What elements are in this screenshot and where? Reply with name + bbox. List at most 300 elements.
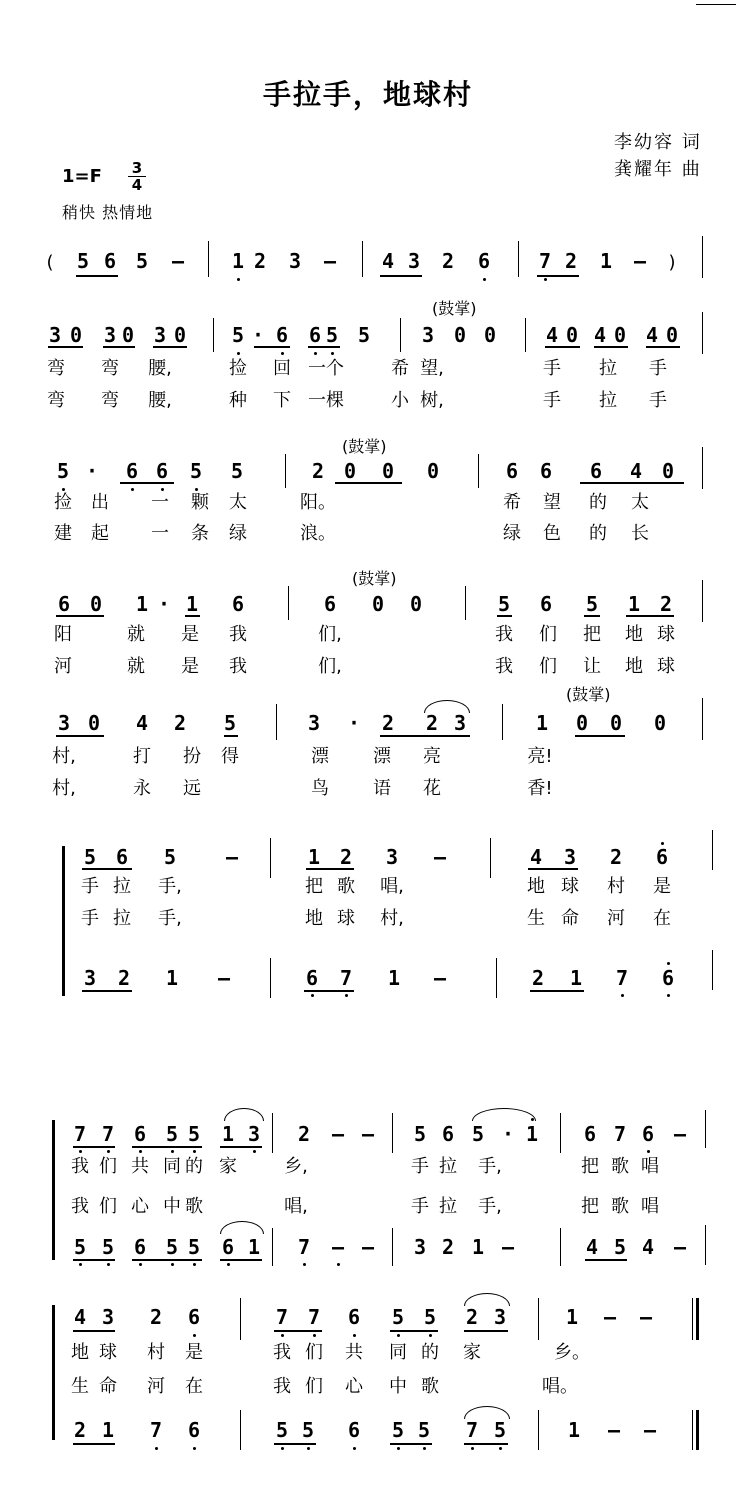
- drum-clap-annotation: (鼓掌): [352, 569, 397, 588]
- barline: [276, 704, 277, 740]
- line2-note: 5: [189, 459, 203, 483]
- low-octave-dot: [79, 1150, 82, 1153]
- system7-verse2-lyric: 心: [345, 1376, 363, 1397]
- barline: [272, 1228, 273, 1266]
- intro-note: 5: [76, 249, 90, 273]
- system5-upper-note: 5: [83, 845, 97, 869]
- low-octave-dot: [483, 278, 486, 281]
- system5-verse2-lyric: 河: [607, 908, 625, 929]
- line3-note: 6: [539, 592, 553, 616]
- underline-beam: [304, 990, 354, 992]
- underline-beam: [132, 1146, 202, 1148]
- system5-upper-note: –: [433, 845, 447, 869]
- system6-verse1-lyric: 同: [163, 1156, 181, 1177]
- underline-beam: [497, 615, 512, 617]
- system6-upper-note: 6: [133, 1122, 147, 1146]
- song-title: 手拉手，地球村: [262, 78, 473, 111]
- line4-verse2-lyric: 永: [133, 778, 151, 799]
- barline: [702, 312, 703, 354]
- line4-note: 4: [135, 711, 149, 735]
- underline-beam: [120, 482, 174, 484]
- underline-beam: [585, 1259, 627, 1261]
- system-bracket: [62, 846, 65, 996]
- system6-lower-note: 1: [471, 1235, 485, 1259]
- system6-verse2-lyric: 歌: [185, 1196, 203, 1217]
- system7-upper-note: –: [603, 1305, 617, 1329]
- line3-verse1-lyric: 们,: [318, 624, 342, 645]
- line1-verse1-lyric: 一个: [308, 358, 344, 379]
- barline: [560, 1113, 561, 1153]
- tie-slur: [472, 1108, 536, 1121]
- barline: [400, 318, 401, 352]
- underline-beam: [82, 868, 132, 870]
- low-octave-dot: [314, 352, 317, 355]
- line2-verse2-lyric: 的: [589, 523, 607, 544]
- lyricist-credit: 李幼容 词: [614, 132, 702, 153]
- low-octave-dot: [227, 1263, 230, 1266]
- drum-clap-annotation: (鼓掌): [566, 685, 611, 704]
- system5-upper-note: 3: [563, 845, 577, 869]
- line2-verse1-lyric: 一: [151, 492, 169, 513]
- intro-note: –: [171, 249, 185, 273]
- system6-upper-note: ·: [501, 1122, 515, 1146]
- system5-lower-note: 1: [569, 966, 583, 990]
- underline-beam: [646, 346, 680, 348]
- line3-verse1-lyric: 们: [539, 624, 557, 645]
- system5-lower-note: 6: [305, 966, 319, 990]
- line1-verse1-lyric: 希: [391, 358, 409, 379]
- system5-upper-note: 6: [655, 845, 669, 869]
- system6-verse1-lyric: 手,: [478, 1156, 502, 1177]
- intro-note: 3: [407, 249, 421, 273]
- system7-upper-note: 5: [423, 1305, 437, 1329]
- low-octave-dot: [193, 1263, 196, 1266]
- line1-note: 0: [613, 323, 627, 347]
- system5-verse2-lyric: 手: [81, 908, 99, 929]
- intro-note: 6: [103, 249, 117, 273]
- system7-verse2-lyric: 河: [147, 1376, 165, 1397]
- line1-note: ·: [251, 323, 265, 347]
- line2-verse1-lyric: 望: [543, 492, 561, 513]
- system7-verse1-lyric: 乡。: [554, 1342, 590, 1363]
- line3-verse2-lyric: 就: [127, 656, 145, 677]
- line4-verse1-lyric: 漂: [373, 746, 391, 767]
- system7-upper-note: 3: [493, 1305, 507, 1329]
- system6-upper-note: 5: [471, 1122, 485, 1146]
- system6-lower-note: 4: [585, 1235, 599, 1259]
- line1-verse1-lyric: 回: [273, 358, 291, 379]
- system6-upper-note: –: [331, 1122, 345, 1146]
- system7-verse1-lyric: 是: [185, 1342, 203, 1363]
- line2-verse2-lyric: 起: [91, 523, 109, 544]
- underline-beam: [584, 615, 600, 617]
- line1-note: 0: [121, 323, 135, 347]
- line2-verse1-lyric: 太: [631, 492, 649, 513]
- line1-note: 5: [357, 323, 371, 347]
- system7-verse2-lyric: 唱。: [542, 1376, 578, 1397]
- line1-note: 4: [645, 323, 659, 347]
- system6-verse1-lyric: 我: [71, 1156, 89, 1177]
- underline-beam: [594, 346, 628, 348]
- line1-verse2-lyric: 弯: [47, 390, 65, 411]
- low-octave-dot: [429, 1334, 432, 1337]
- system6-lower-note: 7: [297, 1235, 311, 1259]
- underline-beam: [56, 615, 104, 617]
- line2-note: 6: [125, 459, 139, 483]
- line1-note: 0: [173, 323, 187, 347]
- barline: [272, 1113, 273, 1153]
- line4-verse1-lyric: 亮!: [527, 746, 553, 767]
- system7-lower-note: 1: [567, 1418, 581, 1442]
- system6-verse1-lyric: 歌: [611, 1156, 629, 1177]
- low-octave-dot: [499, 1447, 502, 1450]
- system5-verse1-lyric: 唱,: [380, 876, 404, 897]
- system6-verse2-lyric: 拉: [439, 1196, 457, 1217]
- low-octave-dot: [667, 994, 670, 997]
- line3-verse1-lyric: 地: [625, 624, 643, 645]
- system5-lower-note: 2: [531, 966, 545, 990]
- system6-upper-note: 3: [247, 1122, 261, 1146]
- underline-beam: [545, 346, 580, 348]
- system7-lower-note: –: [607, 1418, 621, 1442]
- underline-beam: [380, 735, 470, 737]
- drum-clap-annotation: (鼓掌): [432, 299, 477, 318]
- system5-verse2-lyric: 拉: [113, 908, 131, 929]
- line2-note: 2: [311, 459, 325, 483]
- line4-note: 2: [173, 711, 187, 735]
- low-octave-dot: [281, 1447, 284, 1450]
- line2-verse1-lyric: 颗: [191, 492, 209, 513]
- system7-lower-note: 5: [275, 1418, 289, 1442]
- line4-verse1-lyric: 扮: [183, 746, 201, 767]
- system6-lower-note: 5: [613, 1235, 627, 1259]
- system7-verse2-lyric: 们: [305, 1376, 323, 1397]
- line1-verse2-lyric: 小: [391, 390, 409, 411]
- high-octave-dot: [667, 962, 670, 965]
- line4-note: 3: [453, 711, 467, 735]
- system7-verse1-lyric: 球: [99, 1342, 117, 1363]
- line1-verse1-lyric: 腰,: [148, 358, 172, 379]
- system5-lower-note: 1: [165, 966, 179, 990]
- underline-beam: [185, 615, 200, 617]
- intro-note: 7: [538, 249, 552, 273]
- line3-note: 5: [585, 592, 599, 616]
- intro-note: 2: [564, 249, 578, 273]
- line1-verse2-lyric: 手: [543, 390, 561, 411]
- system7-lower-note: 5: [417, 1418, 431, 1442]
- barline: [270, 958, 271, 998]
- line3-note: 0: [371, 592, 385, 616]
- line3-verse1-lyric: 阳: [54, 624, 72, 645]
- system6-verse2-lyric: 把: [581, 1196, 599, 1217]
- barline: [362, 241, 363, 277]
- line2-verse2-lyric: 建: [54, 523, 72, 544]
- line1-verse1-lyric: 弯: [47, 358, 65, 379]
- underline-beam: [464, 1443, 508, 1445]
- line3-verse1-lyric: 我: [229, 624, 247, 645]
- barline: [518, 241, 519, 277]
- line2-verse1-lyric: 太: [229, 492, 247, 513]
- system6-upper-note: 7: [73, 1122, 87, 1146]
- system7-upper-note: 7: [307, 1305, 321, 1329]
- line2-note: 6: [505, 459, 519, 483]
- system6-verse1-lyric: 的: [185, 1156, 203, 1177]
- line3-note: 6: [231, 592, 245, 616]
- barline: [702, 236, 703, 278]
- line2-note: 0: [381, 459, 395, 483]
- low-octave-dot: [253, 1150, 256, 1153]
- line3-note: 0: [409, 592, 423, 616]
- low-octave-dot: [303, 1263, 306, 1266]
- system5-verse1-lyric: 手: [81, 876, 99, 897]
- system7-verse2-lyric: 歌: [421, 1376, 439, 1397]
- barline: [538, 1410, 539, 1450]
- underline-beam: [626, 615, 674, 617]
- line1-verse1-lyric: 手: [543, 358, 561, 379]
- system7-verse2-lyric: 命: [99, 1376, 117, 1397]
- line4-note: ·: [347, 711, 361, 735]
- system5-upper-note: 1: [307, 845, 321, 869]
- low-octave-dot: [353, 1447, 356, 1450]
- low-octave-dot: [423, 1447, 426, 1450]
- system7-verse1-lyric: 我: [273, 1342, 291, 1363]
- line4-note: 2: [425, 711, 439, 735]
- intro-note: –: [633, 249, 647, 273]
- line4-note: 5: [223, 711, 237, 735]
- line2-verse2-lyric: 长: [631, 523, 649, 544]
- line4-verse2-lyric: 语: [373, 778, 391, 799]
- system5-upper-note: –: [225, 845, 239, 869]
- line1-note: 0: [565, 323, 579, 347]
- system5-lower-note: 7: [339, 966, 353, 990]
- barline: [490, 838, 491, 878]
- system5-lower-note: 3: [83, 966, 97, 990]
- line4-verse1-lyric: 得: [221, 746, 239, 767]
- barline: [712, 830, 713, 870]
- system6-upper-note: 1: [221, 1122, 235, 1146]
- system6-lower-note: 5: [165, 1235, 179, 1259]
- system6-lower-note: –: [501, 1235, 515, 1259]
- underline-beam: [73, 1146, 115, 1148]
- barline: [240, 1298, 241, 1340]
- underline-beam: [390, 1330, 438, 1332]
- underline-beam: [306, 868, 354, 870]
- system7-verse2-lyric: 生: [71, 1376, 89, 1397]
- underline-beam: [103, 346, 135, 348]
- line2-verse2-lyric: 绿: [503, 523, 521, 544]
- intro-note: 3: [288, 249, 302, 273]
- barline: [712, 950, 713, 990]
- underline-beam: [464, 1330, 508, 1332]
- system5-upper-note: 4: [529, 845, 543, 869]
- line4-note: 3: [57, 711, 71, 735]
- system5-lower-note: –: [433, 966, 447, 990]
- system5-upper-note: 5: [163, 845, 177, 869]
- line2-note: 5: [230, 459, 244, 483]
- low-octave-dot: [171, 1263, 174, 1266]
- system6-verse2-lyric: 我: [71, 1196, 89, 1217]
- system5-upper-note: 3: [385, 845, 399, 869]
- low-octave-dot: [193, 1334, 196, 1337]
- system5-lower-note: 2: [117, 966, 131, 990]
- system6-verse2-lyric: 唱,: [284, 1196, 308, 1217]
- barline: [538, 1298, 539, 1340]
- system6-verse1-lyric: 手: [411, 1156, 429, 1177]
- barline: [240, 1410, 241, 1450]
- system5-verse1-lyric: 村: [607, 876, 625, 897]
- underline-beam: [580, 482, 684, 484]
- low-octave-dot: [237, 278, 240, 281]
- system6-verse1-lyric: 唱: [641, 1156, 659, 1177]
- line2-verse2-lyric: 条: [191, 523, 209, 544]
- system5-verse2-lyric: 地: [305, 908, 323, 929]
- system7-lower-note: 5: [391, 1418, 405, 1442]
- line1-verse1-lyric: 手: [649, 358, 667, 379]
- line3-verse1-lyric: 就: [127, 624, 145, 645]
- tie-slur: [424, 700, 470, 713]
- line4-note: 2: [381, 711, 395, 735]
- low-octave-dot: [313, 1334, 316, 1337]
- line1-note: 5: [231, 323, 245, 347]
- paren-open: (: [46, 252, 54, 273]
- line3-note: 1: [185, 592, 199, 616]
- system6-upper-note: 5: [413, 1122, 427, 1146]
- system6-lower-note: –: [673, 1235, 687, 1259]
- intro-note: 5: [135, 249, 149, 273]
- underline-beam: [48, 346, 83, 348]
- low-octave-dot: [345, 994, 348, 997]
- intro-note: 1: [231, 249, 245, 273]
- underline-beam: [380, 275, 422, 277]
- system6-verse2-lyric: 歌: [611, 1196, 629, 1217]
- system6-verse1-lyric: 乡,: [284, 1156, 308, 1177]
- low-octave-dot: [131, 488, 134, 491]
- system6-verse2-lyric: 唱: [641, 1196, 659, 1217]
- low-octave-dot: [397, 1334, 400, 1337]
- barline: [270, 838, 271, 878]
- line1-verse1-lyric: 拉: [599, 358, 617, 379]
- line3-verse2-lyric: 让: [583, 656, 601, 677]
- line1-note: 6: [308, 323, 322, 347]
- system5-verse1-lyric: 球: [561, 876, 579, 897]
- system6-upper-note: 1: [525, 1122, 539, 1146]
- system6-verse2-lyric: 心: [131, 1196, 149, 1217]
- high-octave-dot: [661, 842, 664, 845]
- line2-note: 4: [629, 459, 643, 483]
- underline-beam: [56, 735, 104, 737]
- underline-beam: [528, 868, 578, 870]
- barline: [465, 586, 466, 620]
- system6-upper-note: 2: [297, 1122, 311, 1146]
- tie-slur: [464, 1293, 510, 1306]
- underline-beam: [530, 990, 584, 992]
- system5-verse2-lyric: 村,: [380, 908, 404, 929]
- barline: [525, 318, 526, 352]
- low-octave-dot: [353, 1334, 356, 1337]
- line1-note: 3: [153, 323, 167, 347]
- intro-note: –: [323, 249, 337, 273]
- line1-note: 0: [69, 323, 83, 347]
- line2-verse1-lyric: 出: [91, 492, 109, 513]
- system5-upper-note: 6: [115, 845, 129, 869]
- line3-verse1-lyric: 把: [583, 624, 601, 645]
- low-octave-dot: [281, 352, 284, 355]
- underline-beam: [220, 1259, 262, 1261]
- system5-verse2-lyric: 在: [653, 908, 671, 929]
- low-octave-dot: [337, 1263, 340, 1266]
- line1-note: 6: [275, 323, 289, 347]
- low-octave-dot: [397, 1447, 400, 1450]
- system6-lower-note: 6: [221, 1235, 235, 1259]
- system5-lower-note: 1: [387, 966, 401, 990]
- line4-verse1-lyric: 村,: [52, 746, 76, 767]
- system5-verse2-lyric: 手,: [158, 908, 182, 929]
- line4-verse1-lyric: 漂: [311, 746, 329, 767]
- composer-credit: 龚耀年 曲: [614, 159, 702, 180]
- barline: [502, 704, 503, 740]
- low-octave-dot: [107, 1263, 110, 1266]
- barline: [705, 1225, 706, 1265]
- line1-note: 0: [453, 323, 467, 347]
- system6-lower-note: 5: [187, 1235, 201, 1259]
- system7-lower-note: 6: [347, 1418, 361, 1442]
- system7-verse1-lyric: 同: [389, 1342, 407, 1363]
- line3-verse2-lyric: 是: [181, 656, 199, 677]
- line3-verse1-lyric: 是: [181, 624, 199, 645]
- line1-note: 5: [325, 323, 339, 347]
- line1-verse2-lyric: 腰,: [148, 390, 172, 411]
- system7-upper-note: –: [639, 1305, 653, 1329]
- low-octave-dot: [193, 1150, 196, 1153]
- system6-upper-note: 5: [165, 1122, 179, 1146]
- low-octave-dot: [79, 1263, 82, 1266]
- system7-upper-note: 2: [465, 1305, 479, 1329]
- system7-lower-note: 5: [493, 1418, 507, 1442]
- underline-beam: [390, 1443, 432, 1445]
- system6-verse2-lyric: 手,: [478, 1196, 502, 1217]
- line3-verse2-lyric: 们: [539, 656, 557, 677]
- intro-note: 1: [599, 249, 613, 273]
- line1-note: 0: [483, 323, 497, 347]
- line2-note: 5: [56, 459, 70, 483]
- system5-verse2-lyric: 球: [337, 908, 355, 929]
- system6-lower-note: –: [361, 1235, 375, 1259]
- system5-lower-note: –: [217, 966, 231, 990]
- system7-verse1-lyric: 家: [463, 1342, 481, 1363]
- system6-verse1-lyric: 把: [581, 1156, 599, 1177]
- system7-verse2-lyric: 中: [389, 1376, 407, 1397]
- line3-verse1-lyric: 我: [495, 624, 513, 645]
- system5-lower-note: 7: [615, 966, 629, 990]
- underline-beam: [76, 275, 118, 277]
- barline: [692, 1298, 693, 1340]
- line3-note: 5: [497, 592, 511, 616]
- barline: [692, 1410, 693, 1450]
- underline-beam: [575, 735, 625, 737]
- system6-upper-note: 6: [441, 1122, 455, 1146]
- system5-upper-note: 2: [609, 845, 623, 869]
- line1-verse2-lyric: 手: [649, 390, 667, 411]
- line3-note: ·: [157, 592, 171, 616]
- system7-upper-note: 5: [391, 1305, 405, 1329]
- line1-note: 0: [665, 323, 679, 347]
- line1-verse2-lyric: 一棵: [308, 390, 344, 411]
- line1-verse2-lyric: 拉: [599, 390, 617, 411]
- line2-verse2-lyric: 色: [543, 523, 561, 544]
- system7-lower-note: 6: [187, 1418, 201, 1442]
- line2-verse1-lyric: 希: [503, 492, 521, 513]
- underline-beam: [132, 1259, 202, 1261]
